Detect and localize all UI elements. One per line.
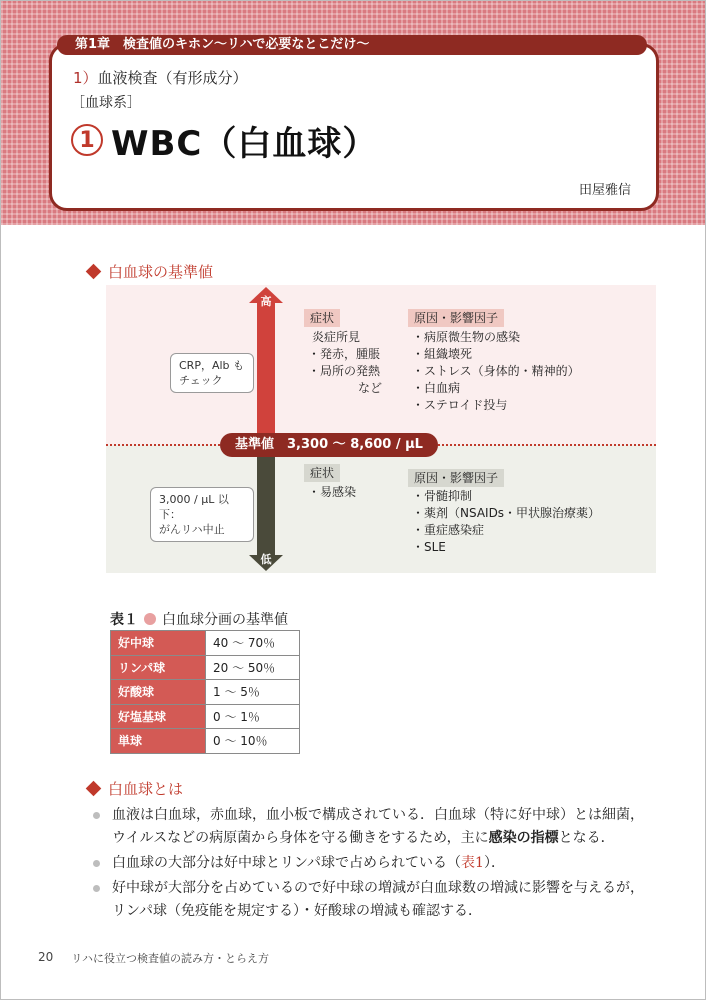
list-item: ・ステロイド投与	[412, 398, 508, 412]
table-row	[111, 631, 300, 656]
section-heading-about	[88, 778, 183, 799]
symptom-tag-low: 症状	[304, 464, 340, 482]
category-label: ［血球系］	[71, 95, 141, 111]
page-title-text: WBC（白血球）	[111, 123, 378, 164]
callout-line: 3,000 / μL 以下：	[159, 493, 229, 521]
section-heading-text: 白血球の基準値	[108, 263, 214, 281]
list-item: ・局所の発熱	[308, 364, 381, 378]
header-band	[1, 1, 705, 225]
table-row	[111, 680, 300, 705]
list-item: など	[358, 381, 383, 395]
table-cell-name: リンパ球	[111, 655, 206, 680]
list-item: ・易感染	[308, 485, 357, 499]
list-item: ・病原微生物の感染	[412, 330, 521, 344]
symptom-tag-high: 症状	[304, 309, 340, 327]
table-row	[111, 704, 300, 729]
section-subtitle-text: 血液検査（有形成分）	[97, 69, 248, 87]
table-cell-value: 20 〜 50％	[206, 655, 300, 680]
list-item: ・白血病	[412, 381, 461, 395]
callout-crp-alb	[170, 353, 254, 393]
book-title: リハに役立つ検査値の読み方・とらえ方	[71, 952, 269, 965]
table-caption-number: 表１	[110, 612, 138, 628]
table-cell-name: 好塩基球	[111, 704, 206, 729]
table-cell-value: 0 〜 1％	[206, 704, 300, 729]
cause-tag-high: 原因・影響因子	[408, 309, 504, 327]
table-row	[111, 655, 300, 680]
page-footer	[38, 950, 269, 966]
diamond-icon	[86, 264, 102, 280]
section-number: 1）	[73, 69, 98, 87]
list-item: ・発赤，腫脹	[308, 347, 381, 361]
callout-line: CRP，Alb も	[179, 359, 245, 372]
table-cell-name: 好酸球	[111, 680, 206, 705]
list-item: ・薬剤（NSAIDs・甲状腺治療薬）	[412, 506, 601, 520]
low-label: 低	[260, 553, 272, 566]
table-cell-value: 1 〜 5％	[206, 680, 300, 705]
table-reference-link[interactable]: 表1	[461, 855, 484, 871]
callout-cancer-rehab	[150, 487, 254, 542]
table-cell-value: 40 〜 70％	[206, 631, 300, 656]
paragraph-2: 白血球の大部分は好中球とリンパ球で占められている（表1）．	[96, 852, 656, 875]
table-row	[111, 729, 300, 754]
symptom-list-low	[308, 484, 356, 501]
low-arrow-shaft	[257, 445, 275, 557]
callout-line: チェック	[179, 374, 223, 387]
high-label: 高	[260, 295, 272, 308]
list-item: ・組織壊死	[412, 347, 473, 361]
paragraph-1: 血液は白血球，赤血球，血小板で構成されている．白血球（特に好中球）とは細菌，ウイルスなどの病原菌から身体を守る働きをするため，主に感染の指標となる．	[96, 804, 656, 850]
bullet-icon	[93, 860, 100, 867]
section-subtitle	[73, 67, 248, 88]
bullet-icon	[93, 812, 100, 819]
cause-list-low	[412, 488, 600, 556]
section-heading-text: 白血球とは	[108, 780, 184, 798]
page-title	[71, 117, 377, 163]
symptom-list-high	[308, 329, 382, 397]
reference-range-diagram	[106, 285, 656, 573]
table-caption-text: 白血球分画の基準値	[162, 612, 288, 628]
list-item: ・SLE	[412, 540, 446, 554]
table-caption	[110, 609, 288, 629]
bullet-icon	[93, 885, 100, 892]
high-arrow-shaft	[257, 301, 275, 445]
table-cell-name: 好中球	[111, 631, 206, 656]
baseline-pill: 基準値 3,300 〜 8,600 / μL	[220, 433, 438, 457]
differential-table	[110, 630, 300, 754]
chapter-bar: 第1章 検査値のキホン〜リハで必要なとこだけ〜	[57, 35, 647, 55]
list-item: ・重症感染症	[412, 523, 485, 537]
list-item: ・ストレス（身体的・精神的）	[412, 364, 580, 378]
section-heading-reference	[88, 261, 213, 282]
table-cell-name: 単球	[111, 729, 206, 754]
list-item: 炎症所見	[312, 330, 361, 344]
title-number-badge: 1	[71, 124, 103, 156]
author-name: 田屋雅信	[578, 183, 631, 198]
paragraph-3: 好中球が大部分を占めているので好中球の増減が白血球数の増減に影響を与えるが，リンパ球（免疫能を規定する）・好酸球の増減も確認する．	[96, 877, 656, 923]
bullet-dot-icon	[144, 613, 156, 625]
table-cell-value: 0 〜 10％	[206, 729, 300, 754]
emphasis-text: 感染の指標	[488, 830, 559, 846]
callout-line: がんリハ中止	[159, 523, 225, 536]
list-item: ・骨髄抑制	[412, 489, 473, 503]
diamond-icon	[86, 781, 102, 797]
page-number: 20	[38, 950, 54, 964]
cause-list-high	[412, 329, 580, 414]
cause-tag-low: 原因・影響因子	[408, 469, 504, 487]
